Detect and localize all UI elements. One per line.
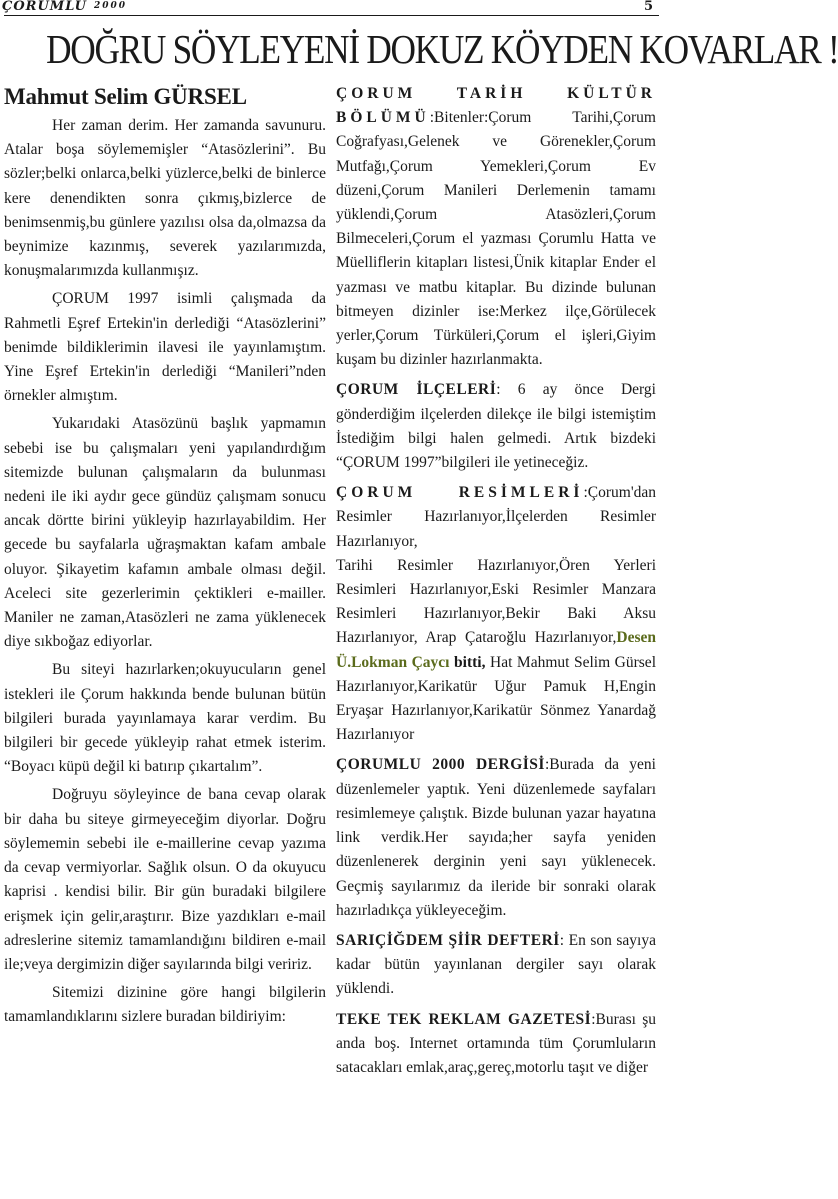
section-heading: ÇORUM İLÇELERİ [336, 381, 497, 399]
headline: DOĞRU SÖYLEYENİ DOKUZ KÖYDEN KOVARLAR ! [46, 26, 838, 72]
section-text: : 6 ay önce Dergi gönderdiğim ilçelerden dilekçe ile bilgi istemiştim İstediğim bilgi halen gelmedi. Artık bizdeki “ÇORUM 1997”bilgileri ile yetineceğiz. [336, 381, 656, 472]
section-heading: SARIÇİĞDEM ŞİİR DEFTERİ [336, 931, 560, 949]
section-text: :Burada da yeni düzenlemeler yaptık. Yeni düzenlemede sayfaları resimlemeye çalıştık. Bizde bulunan yazar hayatına link verdik.Her sayıda;her sayfa yeniden düzenlenerek derginin yeni sayı yüklenecek. Geçmiş sayılarımız da ileride bir sonraki olarak hazırladıkça yükleyeceğim. [336, 756, 656, 919]
section-text: Hat Mahmut Selim Gürsel Hazırlanıyor,Karikatür Uğur Pamuk H,Engin Eryaşar Hazırlanıyor,Karikatür Sönmez Yanardağ Hazırlanıyor [336, 653, 656, 744]
section-dergisi [336, 753, 656, 922]
right-column [336, 82, 656, 1086]
section-text: :Bitenler:Çorum Tarihi,Çorum Coğrafyası,Gelenek ve Görenekler,Çorum Mutfağı,Çorum Yemekleri,Çorum Ev düzeni,Çorum Manileri Derlemenin tamamı yüklendi,Çorum Atasözleri,Çorum Bilmeceleri,Çorum el yazması Çorumlu Hatta ve Müelliflerin kitapları listesi,Ünik kitaplar Ender el yazması ve matbu kitaplar. Bu dizinde bulunan bitmeyen dizinler ise:Merkez ilçe,Görülecek yerler,Çorum Türküleri,Çorum el işleri,Giyim kuşam bu dizinler hazırlanmakta. [336, 109, 656, 369]
section-text: : En son sayıya kadar bütün yayınlanan dergiler sayı olarak yüklendi. [336, 931, 656, 998]
section-tarih-kultur [336, 82, 656, 372]
section-ilceler [336, 378, 656, 475]
section-resimler [336, 481, 656, 747]
article-paragraph: Her zaman derim. Her zamanda savunuru. Atalar boşa söylememişler “Atasözlerini”. Bu sözler;belki onlarca,belki yüzlerce,belki de binlerce kere denendikten sonra çıkmış,bizlerce de benimsenmiş,bu günlere yazılısı olsa da,olmazsa da beynimize kazınmış, severek yazılarımızda, konuşmalarımızda kullanmışız. [4, 117, 326, 280]
section-saricigdem [336, 929, 656, 1002]
section-teke-tek [336, 1008, 656, 1081]
section-text: :Burası şu anda boş. Internet ortamında tüm Çorumluların satacakları emlak,araç,gereç,motorlu taşıt ve diğer [336, 1010, 657, 1076]
section-text: :Çorum'dan Resimler Hazırlanıyor,İlçelerden Resimler Hazırlanıyor, [336, 484, 656, 550]
section-text: Tarihi Resimler Hazırlanıyor,Ören Yerleri Resimleri Hazırlanıyor,Eski Resimler Manzara Resimleri Hazırlanıyor,Bekir Baki Aksu Hazırlanıyor, Arap Çataroğlu Hazırlanıyor, [336, 556, 656, 647]
article-paragraph: ÇORUM 1997 isimli çalışmada da Rahmetli Eşref Ertekin'in derlediği “Atasözlerini” benimde bildiklerimin ilavesi ile yayınlamıştım. Yine Eşref Ertekin'in derlediği “Manileri”nden örnekler almıştım. [4, 290, 326, 405]
article-paragraph: Doğruyu söyleyince de bana cevap olarak bir daha bu siteye girmeyeceğim diyorlar. Doğru söylememin sebebi ile e-maillerine cevap yazıma da cevap vermiyorlar. Sağlık olsun. O da okuyucu kaprisi . kendisi bilir. Bir gün buradaki bilgilere erişmek için gelir,araştırır. Bize yazdıkları e-mail adreslerine sitemiz tamamlandığını bildiren e-mail ile;veya dergimizin diğer sayılarında bilgi veririz. [4, 786, 326, 973]
credit-status: bitti, [449, 653, 486, 671]
article-paragraph: Yukarıdaki Atasözünü başlık yapmamın sebebi ise bu çalışmaları yeni yapılandırdığım sitemizde bulunan çalışmaların da bulunması nedeni ile iki aydır gece gündüz çalışmam sonucu ancak dörtte birini yükleyip hazırlayabildim. Her gecede bu sayfalarla uğraşmaktan kafam ambale oluyor. Şikayetim kafamın ambale olması değil. Aceleci site gezerlerimin çektikleri e-mailler. Maniler ne zaman,Atasözleri ne zama yüklenecek diye sıkboğaz ediyorlar. [4, 415, 326, 651]
article-paragraph: Sitemizi dizinine göre hangi bilgilerin tamamlandıklarını sizlere buradan bildiriyim: [4, 984, 326, 1026]
page-number: 5 [643, 0, 653, 14]
section-heading: ÇORUM RESİMLERİ [336, 484, 584, 502]
section-heading: TEKE TEK REKLAM GAZETESİ [336, 1010, 592, 1028]
masthead-year: 2000 [94, 1, 128, 11]
masthead-title: ÇORUMLU [2, 0, 87, 14]
section-heading: ÇORUM TARİH KÜLTÜR BÖLÜMÜ [336, 85, 656, 127]
credit-name: Desen Ü.Lokman Çaycı [336, 629, 656, 671]
masthead [2, 0, 657, 16]
author-name: Mahmut Selim GÜRSEL [4, 84, 247, 109]
section-heading: ÇORUMLU 2000 DERGİSİ [336, 756, 545, 774]
masthead-divider [4, 15, 659, 16]
left-column [4, 82, 326, 1034]
article-paragraph: Bu siteyi hazırlarken;okuyucuların genel istekleri ile Çorum hakkında bende bulunan bütün bilgileri burada yayınlamaya karar verdim. Bu bilgileri bir gecede yükleyip rahat etmek isterim. “Boyacı küpü değil ki batırıp çıkartalım”. [4, 661, 326, 776]
